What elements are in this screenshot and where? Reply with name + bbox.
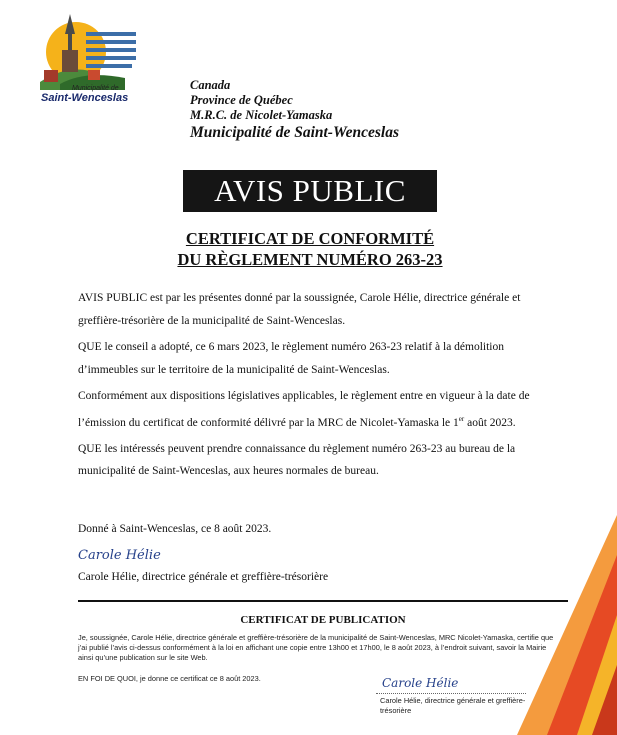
- done-line: Donné à Saint-Wenceslas, ce 8 août 2023.: [78, 523, 272, 535]
- logo-caption-big: Saint-Wenceslas: [41, 92, 129, 104]
- address-province: Province de Québec: [190, 93, 293, 107]
- signature-2: Carole Hélie: [382, 676, 459, 690]
- address-country: Canada: [190, 78, 231, 92]
- paragraph-3-text: Conformément aux dispositions législatives applicables, le règlement entre en vigueur à la date de l’émission du certificat de conformité délivré par la MRC de Nicolet-Yamaska le 1: [78, 390, 530, 429]
- paragraph-2: QUE le conseil a adopté, ce 6 mars 2023, le règlement numéro 263-23 relatif à la démolition d’immeubles sur le territoire de la municipalité de Saint-Wenceslas.: [78, 341, 504, 376]
- title-line-2: DU RÈGLEMENT NUMÉRO 263-23: [177, 250, 443, 269]
- paragraph-3-sup: er: [458, 414, 465, 423]
- publication-final: EN FOI DE QUOI, je donne ce certificat ce 8 août 2023.: [78, 674, 261, 683]
- paragraph-4: QUE les intéressés peuvent prendre connaissance du règlement numéro 263-23 au bureau de la municipalité de Saint-Wenceslas, aux heures normales de bureau.: [78, 442, 516, 478]
- decorative-corner: [497, 515, 617, 735]
- avis-public-banner: AVIS PUBLIC: [183, 170, 437, 212]
- paragraph-1: AVIS PUBLIC est par les présentes donné par la soussignée, Carole Hélie, directrice générale et greffière-trésorière de la municipalité de Saint-Wenceslas.: [78, 292, 521, 327]
- publication-title: CERTIFICAT DE PUBLICATION: [240, 614, 406, 626]
- notice-body: [78, 287, 558, 487]
- signature-1: Carole Hélie: [78, 548, 161, 563]
- address-municipality: Municipalité de Saint-Wenceslas: [190, 124, 399, 141]
- paragraph-3-end: août 2023.: [464, 416, 516, 429]
- separator-rule: [78, 600, 568, 602]
- address-mrc: M.R.C. de Nicolet-Yamaska: [190, 108, 333, 122]
- logo-caption-small: Municipalité de: [72, 85, 119, 92]
- signer-2: Carole Hélie, directrice générale et greffière-trésorière: [380, 696, 526, 715]
- publication-text: Je, soussignée, Carole Hélie, directrice générale et greffière-trésorière de la municipalité de Saint-Wenceslas, MRC Nicolet-Yamaska, certifie que j’ai publié l’avis ci-dessus conformément à la loi en affichant une copie entre 13h00 et 17h00, le 8 août 2023, à l’endroit suivant, savoir la Mairie ainsi qu’une publication sur le site Web.: [78, 633, 554, 662]
- signer-1: Carole Hélie, directrice générale et greffière-trésorière: [78, 571, 329, 583]
- document-title: [100, 228, 520, 270]
- address-block: [190, 78, 399, 143]
- title-line-1: CERTIFICAT DE CONFORMITÉ: [185, 229, 435, 248]
- paragraph-3: [78, 385, 558, 434]
